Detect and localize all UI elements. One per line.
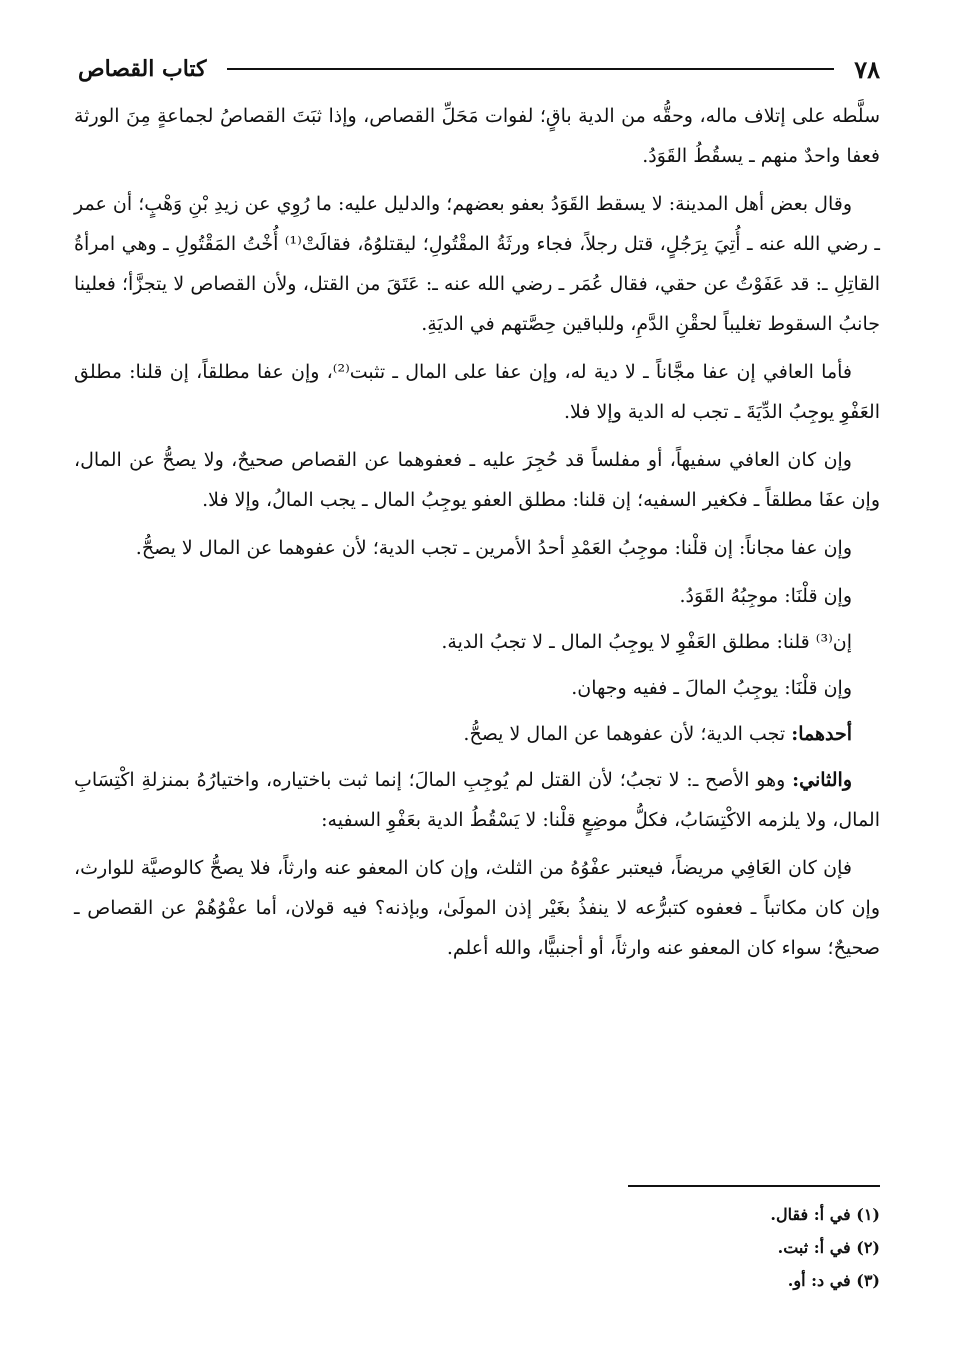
second-view-text: وهو الأصح ـ: لا تجبُ؛ لأن القتل لم يُوجِبِ المالَ؛ إنما ثبت باختياره، واختيارُهُ بمنزلةِ اكْتِسَابِ المال، ولا يلزمه الاكْتِسَابُ، فكلُّ موضِعٍ قلْنا: لا يَسْقُطُ الدية بعَفْوِ السفيه: [74, 769, 880, 831]
footnote-rule [628, 1185, 880, 1187]
first-view-text: تجب الدية؛ لأن عفوهما عن المال لا يصحُّ. [463, 723, 792, 745]
first-view [74, 714, 880, 754]
paragraph: سلَّطه على إتلاف ماله، وحقُّه من الدية باقٍ؛ لفوات مَحَلِّ القصاص، وإذا ثبَتَ القصاصُ لجماعةٍ مِنَ الورثة فعفا واحدٌ منهم ـ يسقُطُ القَوَدُ. [74, 105, 880, 167]
paragraph: وإن كان العافي سفيهاً، أو مفلساً قد حُجِرَ عليه ـ فعفوهما عن القصاص صحيحٌ، ولا يصحُّ عن المال، وإن عفَا مطلقاً ـ فكغير السفيه؛ إن قلنا: مطلق العفو يوجِبُ المال ـ يجب المالُ، وإلا فلا. [74, 449, 880, 511]
short-line: وإن قلْنَا: يوجِبُ المالَ ـ ففيه وجهان. [571, 677, 852, 699]
first-view-lead: أحدهما: [791, 723, 852, 745]
header-rule [227, 68, 835, 70]
footnotes [600, 1198, 880, 1297]
main-text [74, 96, 880, 976]
second-view-lead: والثاني: [792, 769, 852, 791]
page-number: ٧٨ [854, 54, 880, 84]
short-line: إن⁽³⁾ قلنا: مطلق العَفْوِ لا يوجِبُ المال ـ لا تجبُ الدية. [441, 631, 852, 653]
book-title: كتاب القصاص [78, 56, 207, 82]
running-header [78, 52, 880, 86]
footnote: (١) في أ: فقال. [770, 1205, 880, 1224]
second-view [74, 760, 880, 840]
paragraph: وإن عفا مجاناً: إن قلْنا: موجِبُ العَمْدِ أحدُ الأمرين ـ تجب الدية؛ لأن عفوهما عن المال لا يصحُّ. [135, 537, 852, 559]
footnote: (٣) في د: أو. [787, 1271, 880, 1290]
paragraph: وقال بعض أهل المدينة: لا يسقط القَوَدُ بعفو بعضهم؛ والدليل عليه: ما رُوِي عن زيدِ بْنِ وَهْبٍ؛ أن عمر ـ رضي الله عنه ـ أُتِيَ بِرَجُلٍ، قتل رجلاً، فجاء ورثَةُ المقْتُولِ؛ ليقتلوُهُ، فقالَتْ⁽¹⁾ أُخْتُ المَقْتُولِ ـ وهي امرأةُ القاتِلِ ـ: قد عَفَوْتُ عن حقي، فقال عُمَر ـ رضي الله عنه ـ: عَتَقَ من القتل، ولأن القصاص لا يتجزَّأ؛ فعلينا جانبُ السقوط تغليباً لحقْنِ الدَّمِ، وللباقين حِصَّتهم في الديَةِ. [74, 193, 880, 335]
paragraph: فأما العافي إن عفا مجَّاناً ـ لا دية له، وإن عفا على المال ـ تثبت⁽²⁾، وإن عفا مطلقاً، إن قلنا: مطلق العَفْوِ يوجِبُ الدِّيَةَ ـ تجب له الدية وإلا فلا. [74, 361, 880, 423]
short-line: وإن قلْنَا: موجِبُهُ القَوَدُ. [679, 585, 852, 607]
footnote: (٢) في أ: ثبت. [777, 1238, 880, 1257]
final-paragraph: فإن كان العَافِي مريضاً، فيعتبر عفْوُهُ من الثلث، وإن كان المعفو عنه وارثاً، فلا يصحُّ كالوصيَّة للوارث، وإن كان مكاتباً ـ فعفوه كتبرُّعه لا ينفذُ بغَيْر إذن المولَىٰ، وبإذنه؟ فيه قولان، أما عفْوُهُمْ عن القصاص ـ صحيحٌ؛ سواء كان المعفو عنه وارثاً، أو أجنبيًّا، والله أعلم. [74, 857, 880, 959]
